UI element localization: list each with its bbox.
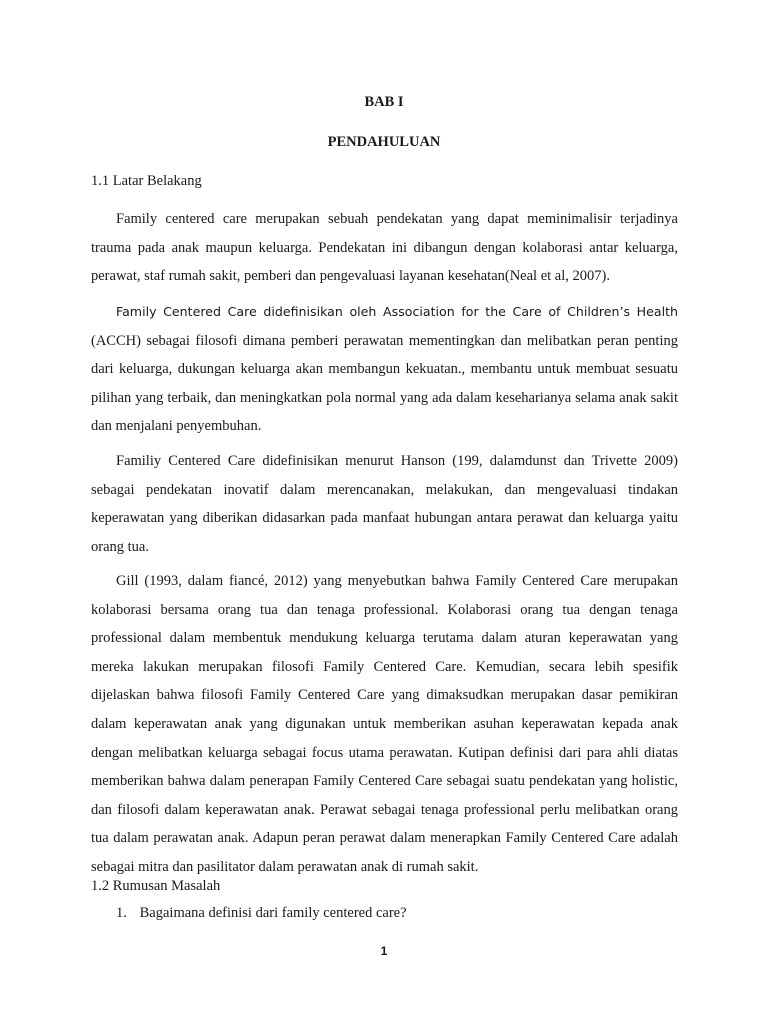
- section-heading-latar-belakang: 1.1 Latar Belakang: [91, 173, 202, 189]
- problem-list: [116, 905, 407, 922]
- list-item: [116, 905, 407, 922]
- list-item-text: Bagaimana definisi dari family centered care?: [139, 905, 407, 921]
- paragraph-1: Family centered care merupakan sebuah pendekatan yang dapat meminimalisir terjadinya trauma pada anak maupun keluarga. Pendekatan ini dibangun dengan kolaborasi antar keluarga, perawat, staf rumah sakit, pemberi dan pengevaluasi layanan kesehatan(Neal et al, 2007).: [91, 211, 678, 285]
- paragraph-4: Gill (1993, dalam fiancé, 2012) yang menyebutkan bahwa Family Centered Care merupakan kolaborasi bersama orang tua dan tenaga professional. Kolaborasi orang tua dengan tenaga professional dalam membentuk mendukung keluarga terutama dalam aturan keperawatan yang mereka lakukan merupakan filosofi Family Centered Care. Kemudian, secara lebih spesifik dijelaskan bahwa filosofi Family Centered Care yang dimaksudkan merupakan dasar pemikiran dalam keperawatan anak yang digunakan untuk memberikan asuhan keperawatan kepada anak dengan melibatkan keluarga sebagai focus utama perawatan. Kutipan definisi dari para ahli diatas memberikan bahwa dalam penerapan Family Centered Care sebagai suatu pendekatan yang holistic, dan filosofi dalam keperawatan anak. Perawat sebagai tenaga professional perlu melibatkan orang tua dalam perawatan anak. Adapun peran perawat dalam menerapkan Family Centered Care adalah sebagai mitra dan pasilitator dalam perawatan anak di rumah sakit.: [91, 573, 678, 875]
- page-number: 1: [380, 944, 388, 958]
- list-item-number: 1.: [116, 905, 127, 921]
- chapter-number: BAB I: [364, 94, 404, 110]
- section-heading-rumusan-masalah: 1.2 Rumusan Masalah: [91, 878, 221, 894]
- chapter-title: PENDAHULUAN: [327, 134, 441, 150]
- paragraph-3: Familiy Centered Care didefinisikan menurut Hanson (199, dalamdunst dan Trivette 2009) sebagai pendekatan inovatif dalam merencanakan, melakukan, dan mengevaluasi tindakan keperawatan yang diberikan didasarkan pada manfaat hubungan antara perawat dan keluarga yaitu orang tua.: [91, 453, 678, 555]
- paragraph-2-rest: (ACCH) sebagai filosofi dimana pemberi perawatan mementingkan dan melibatkan peran penting dari keluarga, dukungan keluarga akan membangun kekuatan., membantu untuk membuat sesuatu pilihan yang terbaik, dan meningkatkan pola normal yang ada dalam keseharianya selama anak sakit dan menjalani penyembuhan.: [91, 332, 678, 435]
- paragraph-2-first-line: Family Centered Care didefinisikan oleh Association for the Care of Children’s Health: [116, 304, 678, 319]
- paragraph-2: [91, 298, 678, 441]
